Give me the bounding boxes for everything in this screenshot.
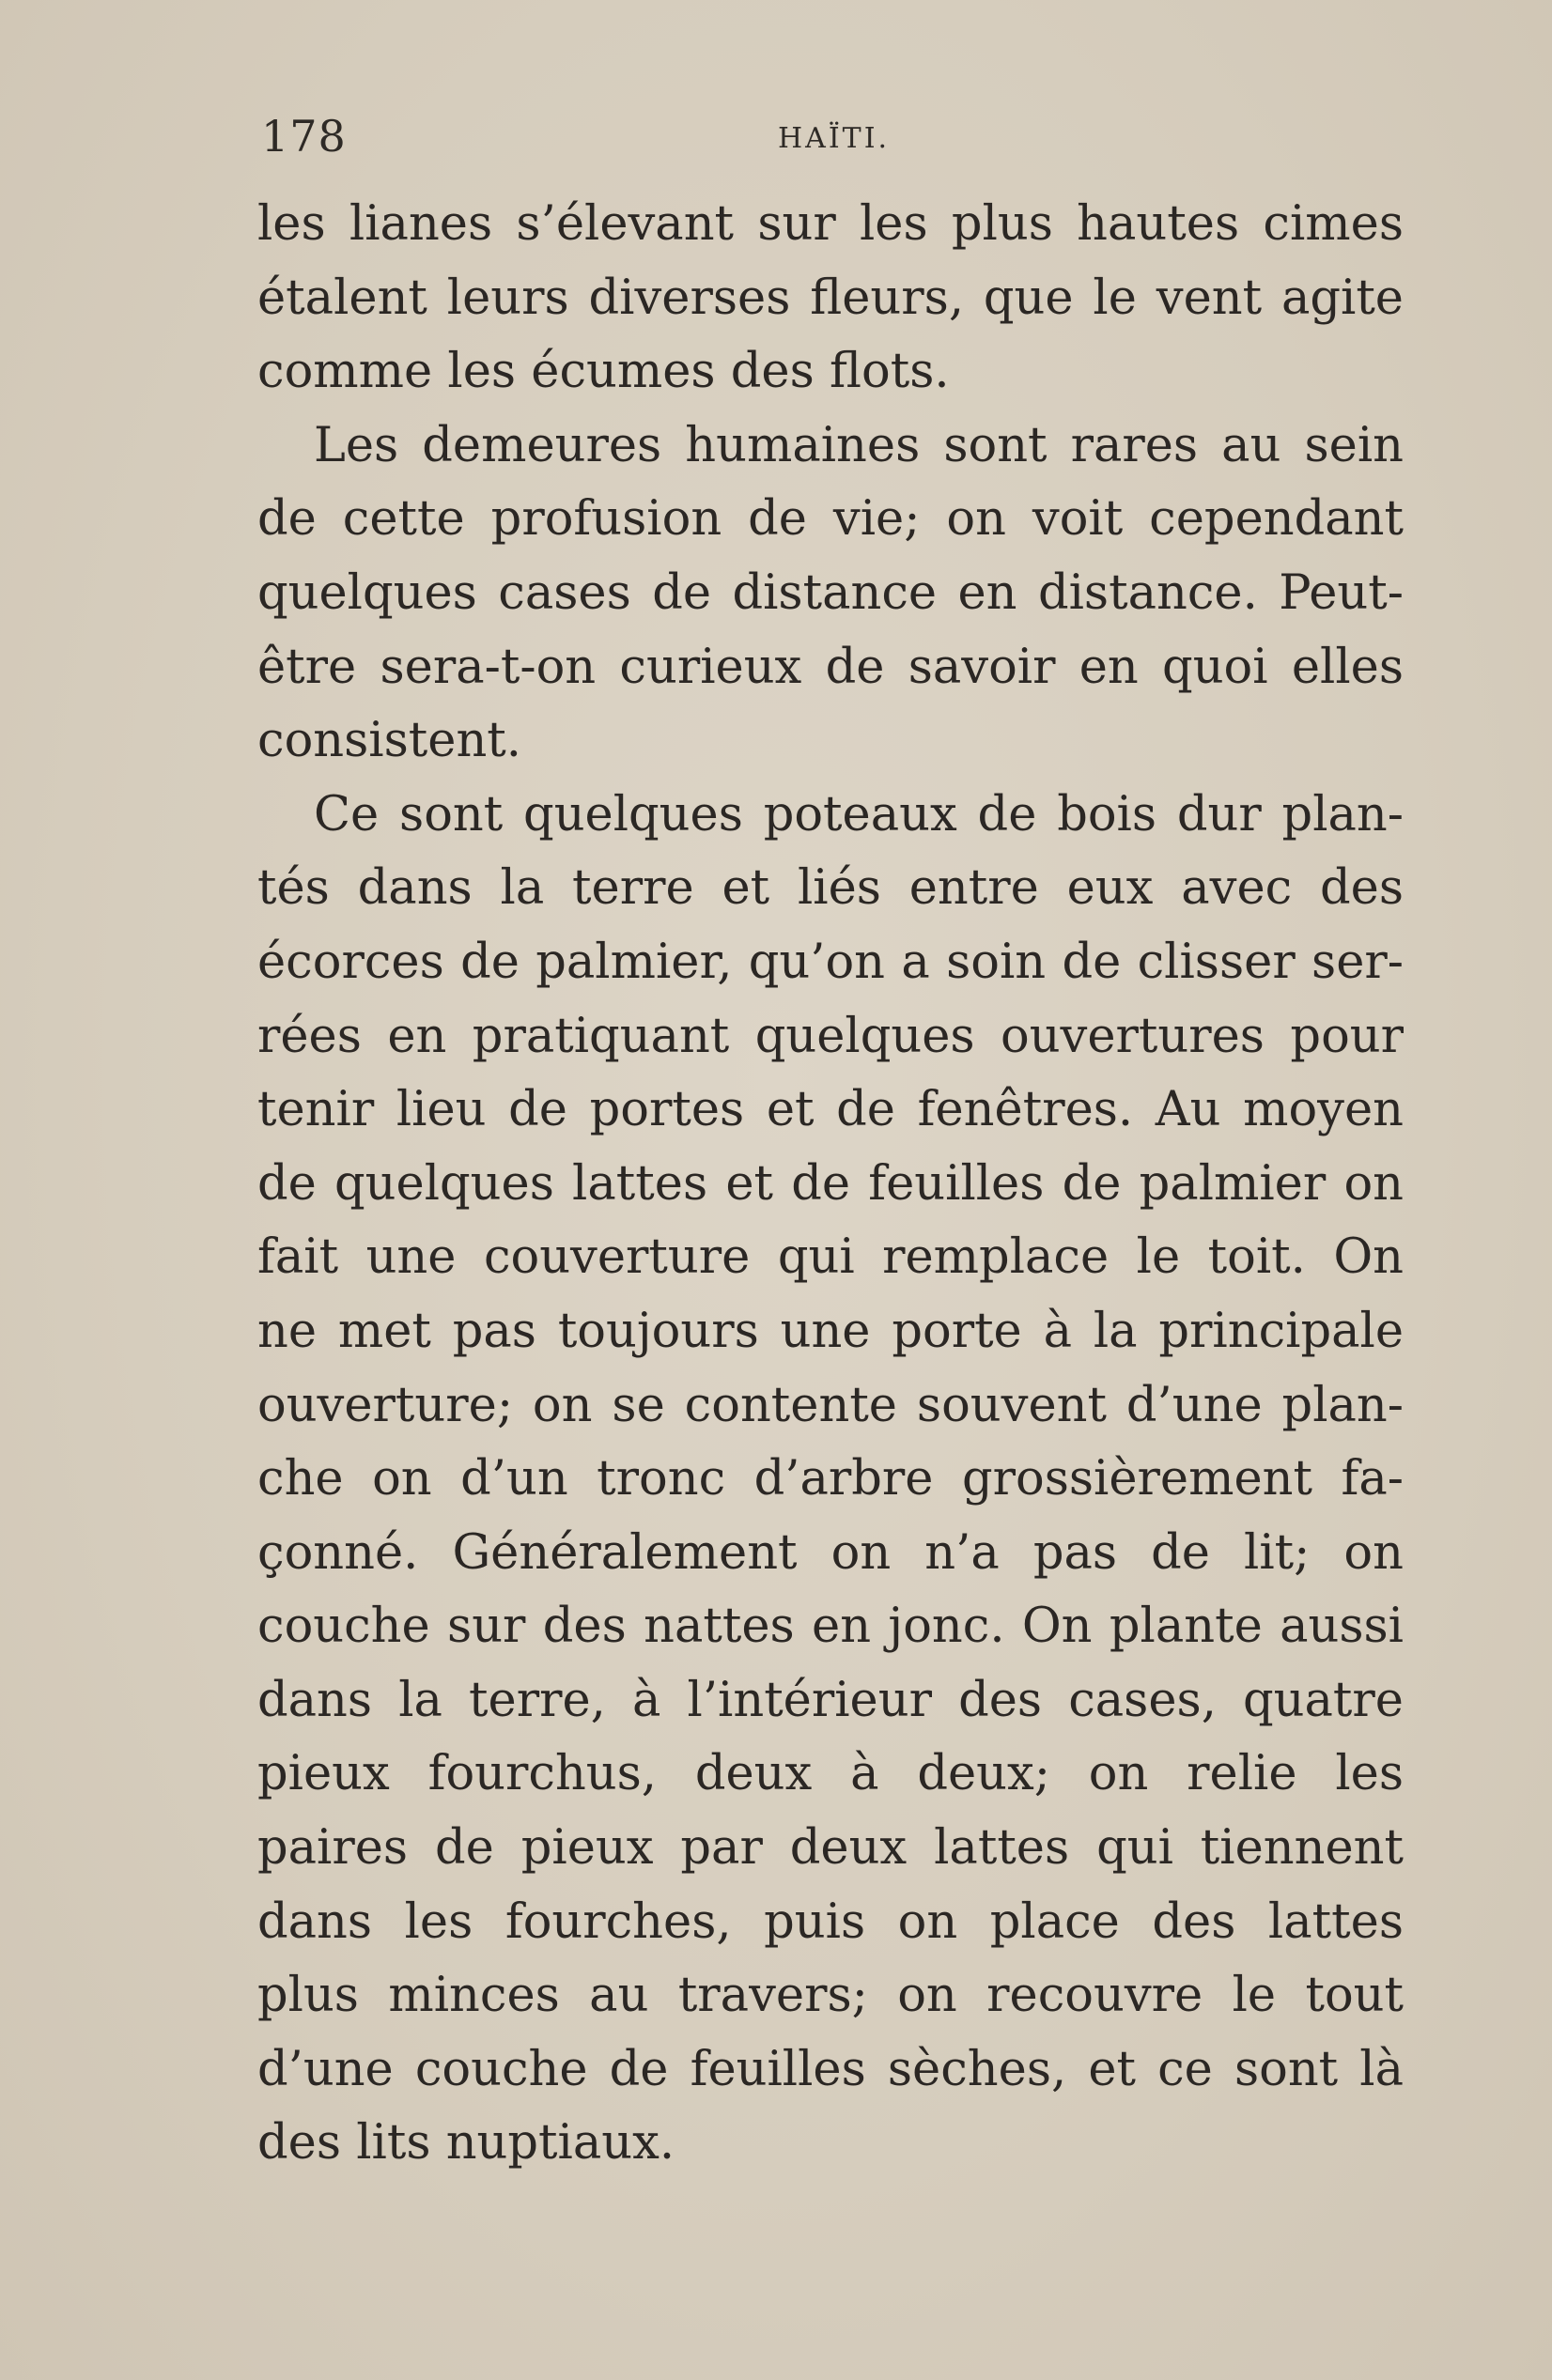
text-line: tés dans la terre et liés entre eux avec des (257, 860, 1404, 917)
text-line: des lits nuptiaux. (257, 2115, 675, 2171)
body-text (257, 188, 1404, 2181)
text-line: Ce sont quelques poteaux de bois dur plan- (314, 786, 1404, 842)
text-line: de cette profusion de vie; on voit cependant (257, 491, 1404, 548)
text-line: écorces de palmier, qu’on a soin de clisser ser- (257, 934, 1404, 990)
text-line: de quelques lattes et de feuilles de palmier on (257, 1155, 1404, 1212)
text-line: paires de pieux par deux lattes qui tiennent (257, 1820, 1404, 1877)
text-line: pieux fourchus, deux à deux; on relie les (257, 1746, 1404, 1802)
text-line: tenir lieu de portes et de fenêtres. Au moyen (257, 1082, 1404, 1138)
text-line: dans la terre, à l’intérieur des cases, quatre (257, 1672, 1404, 1728)
text-line: dans les fourches, puis on place des lattes (257, 1893, 1404, 1950)
page-header (261, 111, 1403, 177)
text-line: couche sur des nattes en jonc. On plante aussi (257, 1599, 1404, 1655)
text-line: comme les écumes des flots. (257, 344, 950, 400)
text-line: être sera-t-on curieux de savoir en quoi elles (257, 639, 1404, 695)
text-line: rées en pratiquant quelques ouvertures pour (257, 1008, 1404, 1064)
text-line: çonné. Généralement on n’a pas de lit; on (257, 1524, 1404, 1581)
text-line: ouverture; on se contente souvent d’une plan- (257, 1377, 1404, 1433)
text-line: Les demeures humaines sont rares au sein (314, 417, 1404, 473)
text-line: d’une couche de feuilles sèches, et ce sont là (257, 2041, 1404, 2097)
page-number: 178 (261, 111, 347, 162)
text-line: fait une couverture qui remplace le toit. On (257, 1229, 1404, 1286)
text-line: quelques cases de distance en distance. Peut- (257, 564, 1404, 621)
text-line: consistent. (257, 713, 521, 769)
text-line: che on d’un tronc d’arbre grossièrement fa- (257, 1451, 1404, 1507)
text-line: étalent leurs diverses fleurs, que le vent agite (257, 270, 1404, 326)
text-line: plus minces au travers; on recouvre le tout (257, 1968, 1404, 2024)
text-line: ne met pas toujours une porte à la principale (257, 1303, 1404, 1359)
running-title: HAÏTI. (778, 122, 891, 155)
text-line: les lianes s’élevant sur les plus hautes cimes (257, 196, 1404, 252)
